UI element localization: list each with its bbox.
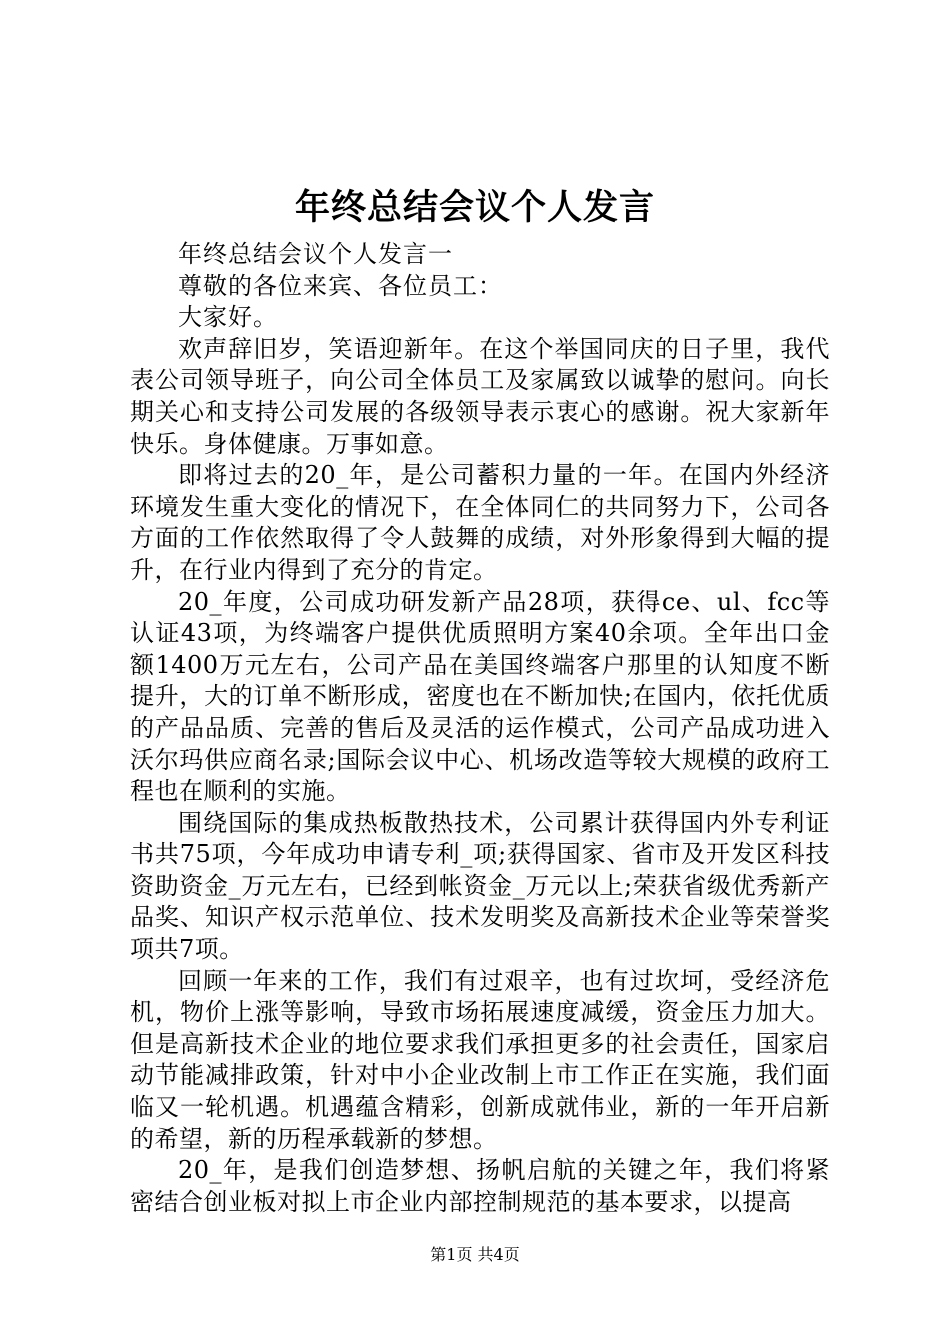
document-body bbox=[130, 239, 830, 1218]
paragraph-year-review: 即将过去的20_年，是公司蓄积力量的一年。在国内外经济环境发生重大变化的情况下，在全体同仁的共同努力下，公司各方面的工作依然取得了令人鼓舞的成绩，对外形象得到大幅的提升，在行业内得到了充分的肯定。 bbox=[130, 461, 830, 584]
paragraph-products: 20_年度，公司成功研发新产品28项，获得ce、ul、fcc等认证43项，为终端客户提供优质照明方案40余项。全年出口金额1400万元左右，公司产品在美国终端客户那里的认知度不断提升，大的订单不断形成，密度也在不断加快;在国内，依托优质的产品品质、完善的售后及灵活的运作模式，公司产品成功进入沃尔玛供应商名录;国际会议中心、机场改造等较大规模的政府工程也在顺利的实施。 bbox=[130, 587, 830, 806]
salutation-line: 尊敬的各位来宾、各位员工： bbox=[178, 271, 503, 300]
paragraph-retrospect: 回顾一年来的工作，我们有过艰辛，也有过坎坷，受经济危机，物价上涨等影响，导致市场拓展速度减缓，资金压力加大。但是高新技术企业的地位要求我们承担更多的社会责任，国家启动节能减排政策，针对中小企业改制上市工作正在实施，我们面临又一轮机遇。机遇蕴含精彩，创新成就伟业，新的一年开启新的希望，新的历程承载新的梦想。 bbox=[130, 966, 830, 1153]
greeting-line: 大家好。 bbox=[178, 303, 278, 332]
paragraph-next-year: 20_年，是我们创造梦想、扬帆启航的关键之年，我们将紧密结合创业板对拟上市企业内部控制规范的基本要求，以提高 bbox=[130, 1156, 830, 1216]
paragraph-patents: 围绕国际的集成热板散热技术，公司累计获得国内外专利证书共75项，今年成功申请专利_项;获得国家、省市及开发区科技资助资金_万元左右，已经到帐资金_万元以上;荣获省级优秀新产品奖、知识产权示范单位、技术发明奖及高新技术企业等荣誉奖项共7项。 bbox=[130, 808, 830, 964]
page-footer: 第1页 共4页 bbox=[430, 1245, 520, 1264]
subtitle-line: 年终总结会议个人发言一 bbox=[178, 240, 453, 268]
paragraph-new-year: 欢声辞旧岁，笑语迎新年。在这个举国同庆的日子里，我代表公司领导班子，向公司全体员工及家属致以诚挚的慰问。向长期关心和支持公司发展的各级领导表示衷心的感谢。祝大家新年快乐。身体健康。万事如意。 bbox=[130, 334, 830, 458]
document-title: 年终总结会议个人发言 bbox=[294, 187, 655, 228]
